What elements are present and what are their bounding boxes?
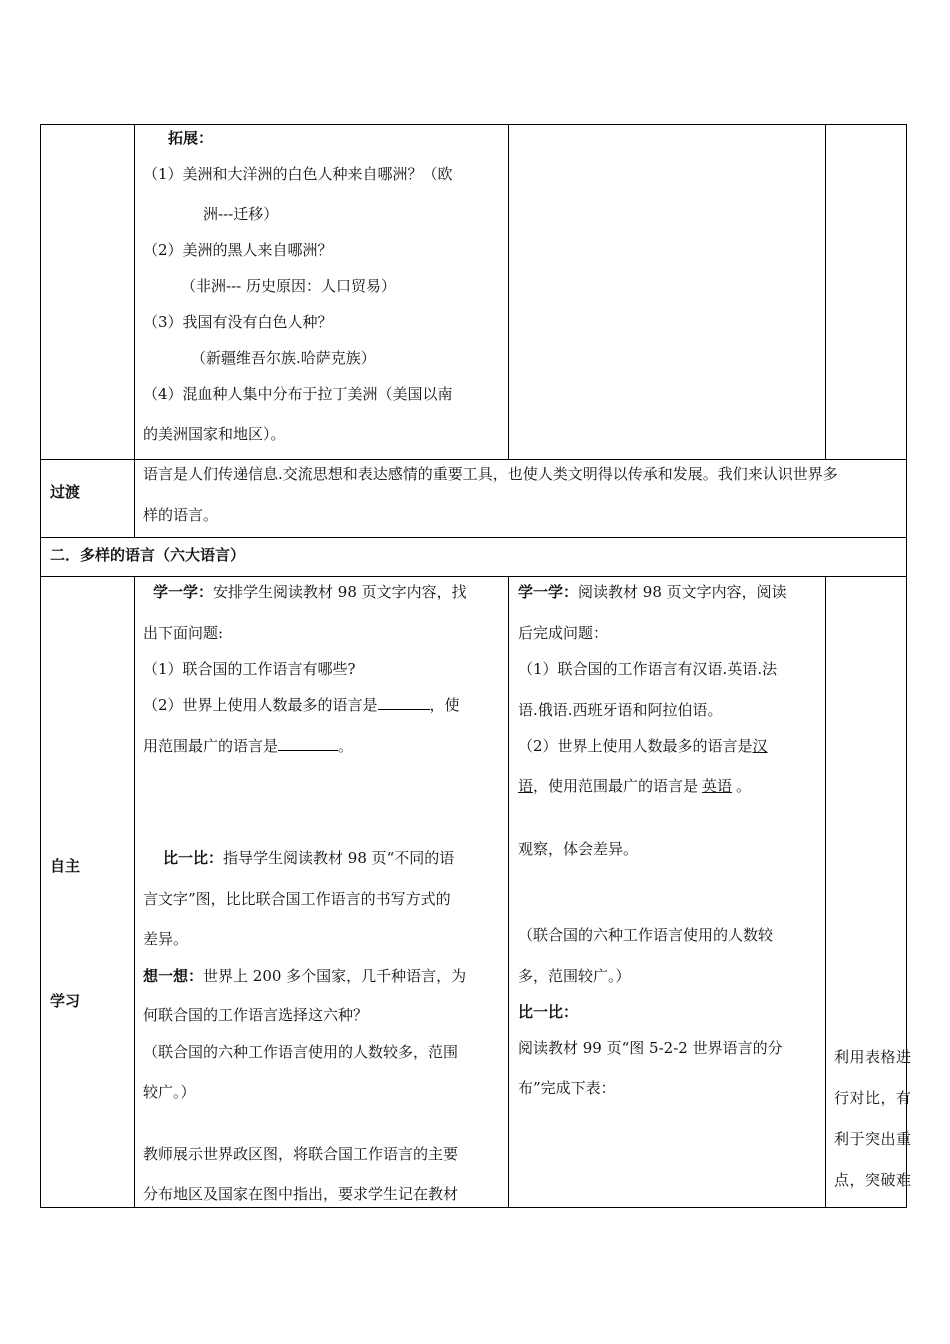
transition-text-line1: 语言是人们传递信息.交流思想和表达感情的重要工具，也使人类文明得以传承和发展。我们来认识世界多	[143, 465, 838, 483]
student-a2-line1	[518, 736, 768, 756]
teacher-think-line2: 何联合国的工作语言选择这六种？	[143, 1006, 369, 1024]
student-a2-text: （2）世界上使用人数最多的语言是	[518, 737, 753, 755]
section-title: 二．多样的语言（六大语言）	[50, 546, 246, 564]
student-think-answer-1: （联合国的六种工作语言使用的人数较	[518, 926, 774, 944]
student-learn-text: 阅读教材 98 页文字内容，阅读	[578, 583, 787, 601]
table-right-border	[906, 124, 907, 1208]
teacher-think-answer-1: （联合国的六种工作语言使用的人数较多，范围	[143, 1043, 459, 1061]
teacher-compare-line1	[163, 848, 454, 868]
column-divider-2b	[508, 576, 509, 1208]
row-divider-transition	[40, 459, 907, 460]
answer-blank-2	[278, 736, 338, 751]
teacher-learn-label: 学一学：	[153, 583, 214, 601]
student-answer-hanyu-1: 汉	[752, 737, 768, 755]
student-a2-mid: ，使用范围最广的语言是	[533, 777, 699, 795]
extension-q1-line2: 洲---迁移）	[203, 205, 279, 223]
teacher-show-line1: 教师展示世界政区图，将联合国工作语言的主要	[143, 1145, 459, 1163]
teacher-show-line2: 分布地区及国家在图中指出，要求学生记在教材	[143, 1185, 459, 1203]
extension-heading: 拓展：	[168, 129, 214, 147]
intent-line4: 点，突破难	[834, 1171, 912, 1189]
student-learn-line1	[518, 582, 787, 602]
teacher-think-line1	[143, 966, 466, 986]
student-learn-label: 学一学：	[518, 583, 579, 601]
teacher-q2b-text: 用范围最广的语言是	[143, 737, 279, 755]
extension-q4-line2: 的美洲国家和地区）。	[143, 425, 286, 443]
extension-q1-line1: （1）美洲和大洋洲的白色人种来自哪洲？（欧	[143, 165, 453, 183]
student-a2-line2	[518, 776, 751, 796]
teacher-compare-label: 比一比：	[163, 849, 224, 867]
self-study-label-2: 学习	[50, 992, 81, 1010]
teacher-q2-text-post: ，使	[429, 696, 460, 714]
extension-q2: （2）美洲的黑人来自哪洲？	[143, 241, 333, 259]
column-divider-1b	[134, 576, 135, 1208]
teacher-compare-text: 指导学生阅读教材 98 页“不同的语	[223, 849, 455, 867]
teacher-think-text: 世界上 200 多个国家，几千种语言，为	[203, 967, 467, 985]
student-compare-line1: 阅读教材 99 页“图 5-2-2 世界语言的分	[518, 1039, 783, 1057]
student-compare-label: 比一比：	[518, 1003, 579, 1021]
student-think-answer-2: 多，范围较广。）	[518, 967, 631, 985]
student-a1-line2: 语.俄语.西班牙语和阿拉伯语。	[518, 701, 723, 719]
student-a2-post: 。	[736, 777, 752, 795]
self-study-label-1: 自主	[50, 857, 81, 875]
extension-q4-line1: （4）混血种人集中分布于拉丁美洲（美国以南	[143, 385, 453, 403]
column-divider-2a	[508, 124, 509, 460]
student-a1-line1: （1）联合国的工作语言有汉语.英语.法	[518, 660, 778, 678]
answer-blank-1	[378, 695, 430, 710]
teacher-q1: （1）联合国的工作语言有哪些?	[143, 660, 356, 678]
teacher-learn-text: 安排学生阅读教材 98 页文字内容，找	[213, 583, 467, 601]
column-divider-3b	[825, 576, 826, 1208]
teacher-q2-line2	[143, 736, 353, 756]
teacher-think-label: 想一想：	[143, 967, 204, 985]
intent-line1: 利用表格进	[834, 1048, 912, 1066]
teacher-q2b-text-post: 。	[338, 737, 354, 755]
column-divider-3a	[825, 124, 826, 460]
teacher-q2-line1	[143, 695, 460, 715]
student-answer-hanyu-2: 语	[518, 777, 534, 795]
row-divider-self-study	[40, 576, 907, 577]
extension-q3: （3）我国有没有白色人种？	[143, 313, 333, 331]
teacher-q2-text: （2）世界上使用人数最多的语言是	[143, 696, 378, 714]
table-bottom-border	[40, 1207, 907, 1208]
teacher-compare-line2: 言文字”图，比比联合国工作语言的书写方式的	[143, 890, 451, 908]
transition-text-line2: 样的语言。	[143, 506, 219, 524]
student-observe: 观察，体会差异。	[518, 840, 639, 858]
row-divider-section2	[40, 537, 907, 538]
student-learn-line2: 后完成问题：	[518, 624, 609, 642]
extension-q3-answer: （新疆维吾尔族.哈萨克族）	[191, 349, 376, 367]
transition-label: 过渡	[50, 483, 81, 501]
teacher-compare-line3: 差异。	[143, 930, 189, 948]
teacher-learn-line1	[153, 582, 467, 602]
intent-line3: 利于突出重	[834, 1130, 912, 1148]
teacher-think-answer-2: 较广。）	[143, 1083, 196, 1101]
student-answer-yingyu: 英语	[702, 777, 733, 795]
column-divider-1	[134, 124, 135, 538]
table-top-border	[40, 124, 907, 125]
student-compare-line2: 布”完成下表：	[518, 1079, 616, 1097]
teacher-learn-line2: 出下面问题:	[143, 624, 224, 642]
extension-q2-answer: （非洲--- 历史原因：人口贸易）	[181, 277, 396, 295]
table-left-border	[40, 124, 41, 1208]
intent-line2: 行对比，有	[834, 1089, 912, 1107]
